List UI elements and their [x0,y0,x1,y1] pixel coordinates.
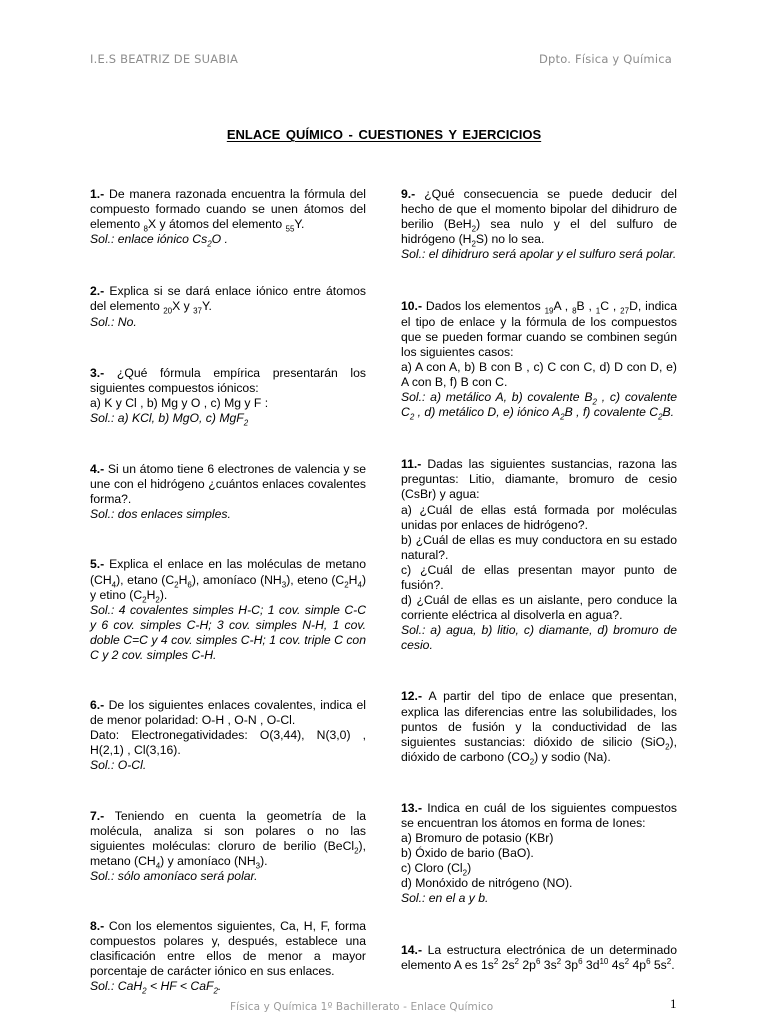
question-9: 9.- ¿Qué consecuencia se puede deducir del hecho de que el momento bipolar del dihidruro de berilio (BeH$_2$) sea nulo y el del sulfuro de hidrógeno $(H_2S)$ no lo sea. Sol.: el dihidruro será apolar y el sulfuro será polar. [401,187,678,262]
question-12: 12.- A partir del tipo de enlace que presentan, explica las diferencias entre las solubilidades, los puntos de fusión y la conductividad de las siguientes sustancias: dióxido de silicio (SiO$_2$), dióxido de carbono $(CO_2)$ y sodio (Na). [401,689,677,767]
question-5: 5.- Explica el enlace en las moléculas de metano $(CH_4)$, etano $(C_2H_6)$, amoníaco $(NH_3)$, eteno $(C_2H_4)$ y etino $(C_2H_2)$. Sol.: 4 covalentes simples H-C; 1 cov. simple C-C y 6 cov. simples C-H; 3 cov. simples N-H, 1 cov. doble C=C y 4 cov. simples C-H; 1 cov. triple C con C y 2 cov. simples C-H. [90,557,366,662]
question-14: 14.- La estructura electrónica de un determinado elemento A es $1s^2$ $2s^2$ $2p^6$ $3s^2$ $3p^6$ $3d^{10}$ $4s^2$ $4p^6$ $5s^2$. [401,942,677,972]
page-footer: Física y Química 1º Bachillerato - Enlace Químico [230,1001,494,1013]
question-8: 8.- Con los elementos siguientes, Ca, H, F, forma compuestos polares y, después, establece una clasificación entre ellos de menor a mayor porcentaje de carácter iónico en sus enlaces. Sol.: CaH$_2$ < HF < CaF$_2$. [90,919,366,996]
page-number: 1 [670,996,677,1011]
department-name: Dpto. Física y Química [539,52,672,66]
question-7: 7.- Teniendo en cuenta la geometría de la molécula, analiza si son polares o no las siguientes moléculas: cloruro de berilio (BeCl$_2$), metano $(CH_4)$ y amoníaco $(NH_3)$. Sol.: sólo amoníaco será polar. [90,808,366,883]
question-10: 10.- Dados los elementos $_{19}$A , $_8$B , $_1$C , $_{27}$D, indica el tipo de enlace y la fórmula de los compuestos que se pueden formar cuando se combinen según los siguientes casos: a) A con A, b) B con B , c) C con C, d) D con D, e) A con B, f) B con C. Sol.: a) metálico A, b) covalente $B_2$ , c) covalente $C_2$ , d) metálico D, e) iónico $A_2B$ , f) covalente $C_2B$. [401,299,678,422]
question-6: 6.- De los siguientes enlaces covalentes, indica el de menor polaridad: O-H , O-N , O-Cl. Dato: Electronegatividades: O(3,44), N(3,0) , H(2,1) , Cl(3,16). Sol.: O-Cl. [90,698,366,773]
question-13: 13.- Indica en cuál de los siguientes compuestos se encuentran los átomos en forma de Iones: a) Bromuro de potasio (KBr) b) Óxido de bario (BaO). c) Cloro $(Cl_2)$ d) Monóxido de nitrógeno (NO). Sol.: en el a y b. [401,800,677,906]
question-11: 11.- Dadas las siguientes sustancias, razona las preguntas: Litio, diamante, bromuro de cesio (CsBr) y agua: a) ¿Cuál de ellas está formada por moléculas unidas por enlaces de hidrógeno?. b) ¿Cuál de ellas es muy conductora en su estado natural?. c) ¿Cuál de ellas presentan mayor punto de fusión?. d) ¿Cuál de ellas es un aislante, pero conduce la corriente eléctrica al disolverla en agua?. Sol.: a) agua, b) litio, c) diamante, d) bromuro de cesio. [401,457,677,653]
right-column [401,187,677,973]
question-2: 2.- Explica si se dará enlace iónico entre átomos del elemento $_{20}$X y $_{37}$Y. Sol.: No. [90,284,366,329]
question-3: 3.- ¿Qué fórmula empírica presentarán los siguientes compuestos iónicos: a) K y Cl , b) Mg y O , c) Mg y F : Sol.: a) KCl, b) MgO, c) MgF$_2$ [90,365,366,428]
left-column [90,187,366,994]
question-4: 4.- Si un átomo tiene 6 electrones de valencia y se une con el hidrógeno ¿cuántos enlaces covalentes forma?. Sol.: dos enlaces simples. [90,462,366,522]
page-title: ENLACE QUÍMICO - CUESTIONES Y EJERCICIOS [226,127,542,142]
question-1: 1.- De manera razonada encuentra la fórmula del compuesto formado cuando se unen átomos del elemento $_8$X y átomos del elemento $_{55}$Y. Sol.: enlace iónico $Cs_2O$ . [90,187,366,249]
school-name: I.E.S BEATRIZ DE SUABIA [90,52,239,66]
